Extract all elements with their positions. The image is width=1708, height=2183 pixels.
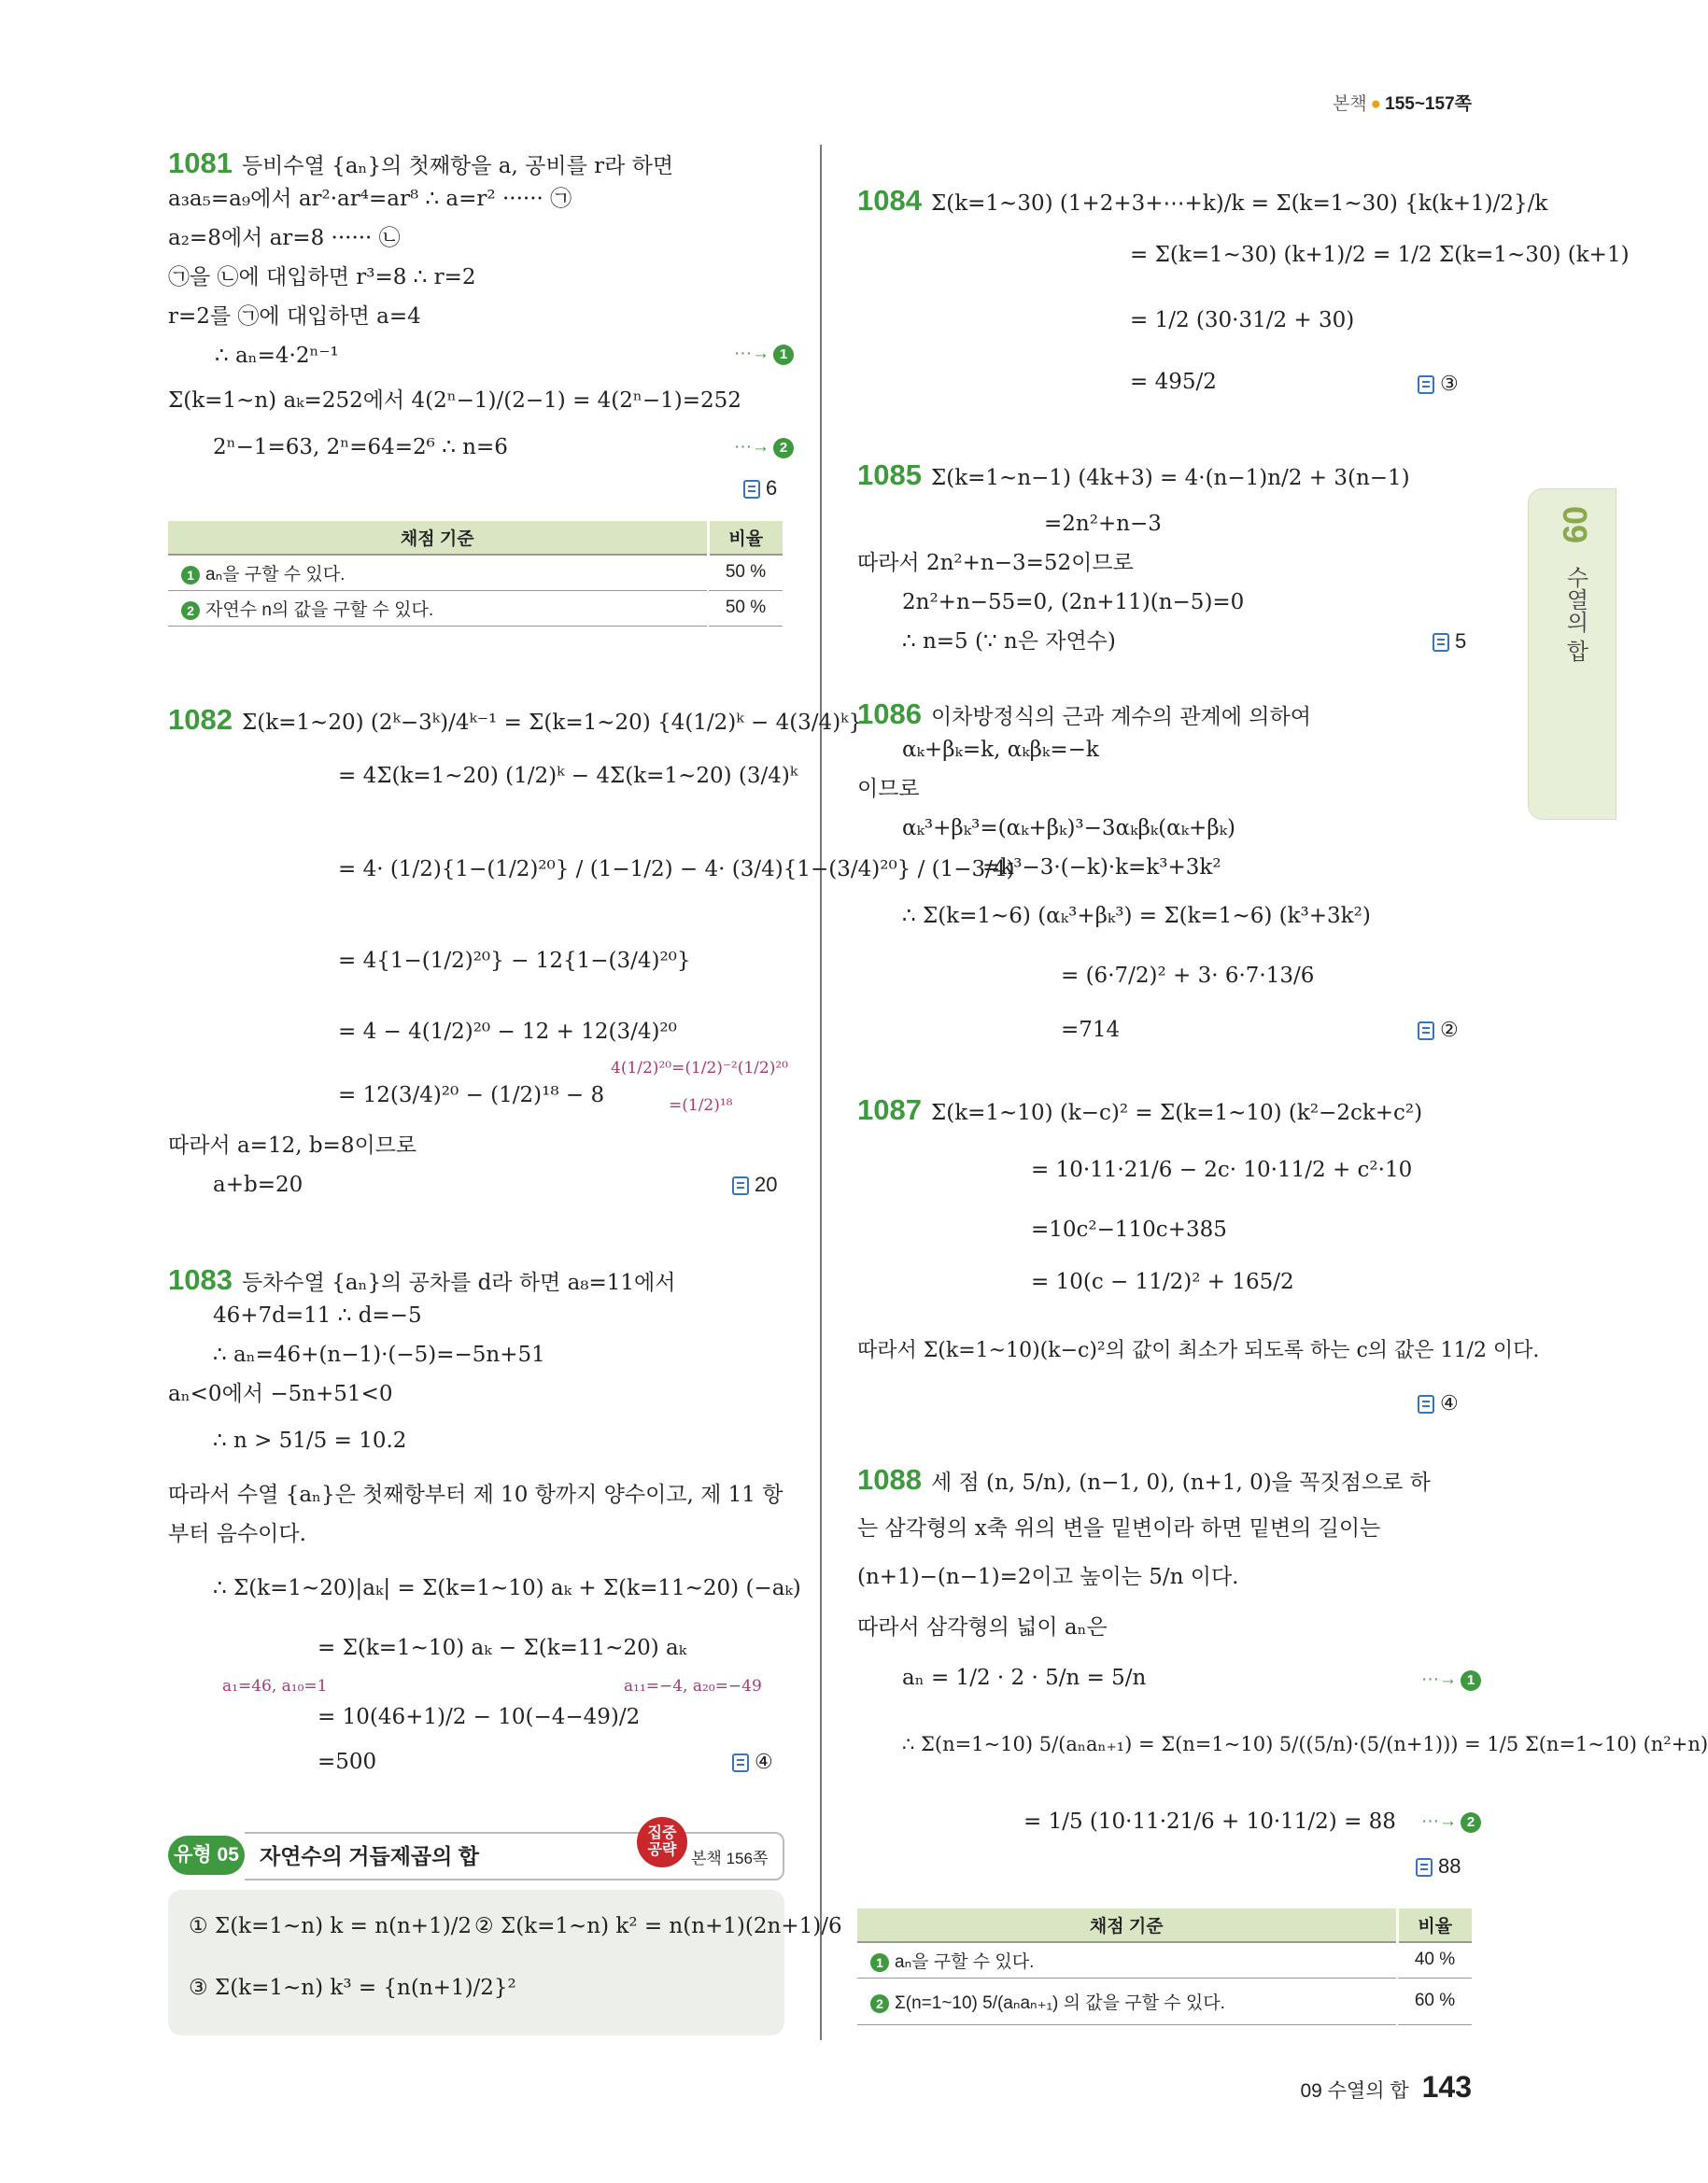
solution-line: = (6·7/2)² + 3· 6·7·13/6 <box>1061 964 1315 988</box>
type-badge: 유형 05 <box>168 1836 245 1875</box>
answer-icon <box>1416 1858 1433 1877</box>
grading-table-1 <box>168 521 783 627</box>
solution-line: ∴ n > 51/5 = 10.2 <box>213 1429 407 1453</box>
solution-line: Σ(k=1~10) (k−c)² = Σ(k=1~10) (k²−2ck+c²) <box>930 1101 1423 1125</box>
solution-line: 2n²+n−55=0, (2n+11)(n−5)=0 <box>902 590 1245 614</box>
type-title: 자연수의 거듭제곱의 합 <box>245 1832 784 1880</box>
problem-number: 1081 <box>168 147 233 179</box>
step-marker: ···→ 2 <box>1421 1811 1481 1833</box>
solution-line: = 4· (1/2){1−(1/2)²⁰} / (1−1/2) − 4· (3/4){1−(3/4)²⁰} / (1−3/4) <box>338 857 1015 881</box>
solution-line: =k³−3·(−k)·k=k³+3k² <box>982 855 1221 880</box>
problem-number: 1088 <box>857 1463 922 1496</box>
solution-line: 따라서 수열 {aₙ}은 첫째항부터 제 10 항까지 양수이고, 제 11 항 <box>168 1483 783 1507</box>
table-header: 비율 <box>1397 1908 1472 1942</box>
page-number: 143 <box>1421 2070 1472 2104</box>
problem-number: 1086 <box>857 697 922 730</box>
solution-line: ∴ Σ(n=1~10) 5/(aₙaₙ₊₁) = Σ(n=1~10) 5/((5/n)·(5/(n+1))) = 1/5 Σ(n=1~10) (n²+n) <box>902 1733 1708 1755</box>
formula-box <box>168 1890 842 2035</box>
solution-line: = 1/5 (10·11·21/6 + 10·11/2) = 88 <box>1023 1810 1396 1834</box>
solution-line: =714 <box>1061 1018 1121 1042</box>
table-row: 1 aₙ을 구할 수 있다. 50 % <box>168 555 783 590</box>
answer-icon <box>1418 1021 1434 1040</box>
answer-mark: 6 <box>743 476 777 500</box>
solution-line: 등차수열 {aₙ}의 공차를 d라 하면 a₈=11에서 <box>241 1271 676 1295</box>
answer-icon <box>1418 375 1434 394</box>
problem-1086 <box>857 697 1474 1051</box>
solution-line: ㉠을 ㉡에 대입하면 r³=8 ∴ r=2 <box>168 265 476 289</box>
table-row: 1 aₙ을 구할 수 있다. 40 % <box>857 1942 1472 1978</box>
solution-line: =500 <box>318 1750 377 1774</box>
annotation: a₁=46, a₁₀=1 <box>222 1677 328 1696</box>
solution-line: 따라서 Σ(k=1~10)(k−c)²의 값이 최소가 되도록 하는 c의 값은 11/2 이다. <box>857 1339 1540 1362</box>
solution-line: ∴ Σ(k=1~6) (αₖ³+βₖ³) = Σ(k=1~6) (k³+3k²) <box>902 904 1371 928</box>
solution-line: = Σ(k=1~10) aₖ − Σ(k=11~20) aₖ <box>318 1636 687 1660</box>
chapter-side-tab[interactable] <box>1528 488 1616 820</box>
solution-line: 46+7d=11 ∴ d=−5 <box>213 1303 422 1328</box>
annotation: a₁₁=−4, a₂₀=−49 <box>624 1677 762 1696</box>
answer-icon <box>732 1753 749 1772</box>
solution-line: =2n²+n−3 <box>1044 512 1162 536</box>
solution-line: 세 점 (n, 5/n), (n−1, 0), (n+1, 0)을 꼭짓점으로 하 <box>930 1471 1431 1495</box>
problem-number: 1085 <box>857 458 922 491</box>
answer-mark: ② <box>1418 1018 1459 1042</box>
solution-line: 2ⁿ−1=63, 2ⁿ=64=2⁶ ∴ n=6 <box>213 435 508 459</box>
table-row: 2 자연수 n의 값을 구할 수 있다. 50 % <box>168 590 783 626</box>
step-marker: ···→ 2 <box>734 437 794 458</box>
answer-mark: ③ <box>1418 372 1459 396</box>
answer-mark: ④ <box>732 1750 773 1774</box>
solution-line: 이므로 <box>857 777 920 801</box>
solution-line: a₂=8에서 ar=8 ······ ㉡ <box>168 226 401 250</box>
solution-line: = 4Σ(k=1~20) (1/2)ᵏ − 4Σ(k=1~20) (3/4)ᵏ <box>338 764 798 788</box>
solution-line: 따라서 2n²+n−3=52이므로 <box>857 551 1134 575</box>
problem-1085 <box>857 458 1474 663</box>
table-header: 비율 <box>708 521 783 555</box>
answer-icon <box>1418 1395 1434 1414</box>
solution-line: = 495/2 <box>1130 370 1217 394</box>
answer-mark: 88 <box>1416 1854 1461 1879</box>
problem-1084 <box>857 183 1630 416</box>
solution-line: ∴ aₙ=46+(n−1)·(−5)=−5n+51 <box>213 1343 545 1367</box>
solution-line: = 1/2 (30·31/2 + 30) <box>1130 308 1355 332</box>
solution-line: ∴ n=5 (∵ n은 자연수) <box>902 629 1116 654</box>
solution-line: = 10·11·21/6 − 2c· 10·11/2 + c²·10 <box>1031 1158 1413 1182</box>
solution-line: 는 삼각형의 x축 위의 변을 밑변이라 하면 밑변의 길이는 <box>857 1516 1381 1541</box>
solution-line: aₙ = 1/2 · 2 · 5/n = 5/n <box>902 1666 1147 1690</box>
step-marker: ···→ 1 <box>734 344 794 365</box>
grading-table-2 <box>857 1908 1472 2025</box>
footer-chapter: 09 수열의 합 <box>1300 2080 1409 2102</box>
problem-number: 1087 <box>857 1093 922 1126</box>
book-reference: 본책 156쪽 <box>691 1850 769 1867</box>
answer-icon <box>743 480 760 499</box>
solution-line: (n+1)−(n−1)=2이고 높이는 5/n 이다. <box>857 1565 1239 1589</box>
table-row: 2 Σ(n=1~10) 5/(aₙaₙ₊₁) 의 값을 구할 수 있다. 60 % <box>857 1978 1472 2024</box>
solution-line: Σ(k=1~30) (1+2+3+⋯+k)/k = Σ(k=1~30) {k(k+1)/2}/k <box>930 191 1548 216</box>
bullet-icon: ● <box>1370 94 1382 114</box>
problem-1083 <box>168 1262 801 1776</box>
solution-line: = 10(c − 11/2)² + 165/2 <box>1031 1270 1294 1294</box>
focus-badge: 집중 공략 <box>637 1817 687 1867</box>
solution-line: αₖ³+βₖ³=(αₖ+βₖ)³−3αₖβₖ(αₖ+βₖ) <box>902 816 1235 840</box>
chapter-number: 09 <box>1556 506 1594 544</box>
chapter-title: 수열의 합 <box>1562 566 1588 662</box>
solution-line: 등비수열 {aₙ}의 첫째항을 a, 공비를 r라 하면 <box>241 154 674 178</box>
solution-line: 따라서 a=12, b=8이므로 <box>168 1134 417 1158</box>
answer-mark: 20 <box>732 1173 777 1197</box>
answer-mark: ④ <box>1418 1391 1459 1415</box>
problem-1088 <box>857 1462 1708 1892</box>
formula: ① Σ(k=1~n) k = n(n+1)/2 <box>189 1914 473 1938</box>
table-header: 채점 기준 <box>168 521 708 555</box>
solution-line: = 10(46+1)/2 − 10(−4−49)/2 <box>318 1705 641 1729</box>
solution-line: 이차방정식의 근과 계수의 관계에 의하여 <box>930 705 1311 729</box>
problem-1087 <box>857 1092 1540 1419</box>
page-footer <box>1300 2070 1472 2105</box>
page-header <box>1333 90 1472 115</box>
annotation: =(1/2)¹⁸ <box>669 1096 733 1115</box>
problem-number: 1084 <box>857 184 922 217</box>
type-05-box <box>168 1825 842 2035</box>
solution-line: ∴ aₙ=4·2ⁿ⁻¹ <box>215 344 339 368</box>
solution-line: = 4{1−(1/2)²⁰} − 12{1−(3/4)²⁰} <box>338 949 691 973</box>
answer-mark: 5 <box>1433 629 1466 654</box>
solution-line: = 12(3/4)²⁰ − (1/2)¹⁸ − 8 <box>338 1083 605 1107</box>
solution-line: 따라서 삼각형의 넓이 aₙ은 <box>857 1615 1108 1640</box>
solution-line: =10c²−110c+385 <box>1031 1218 1227 1242</box>
solution-line: Σ(k=1~n) aₖ=252에서 4(2ⁿ−1)/(2−1) = 4(2ⁿ−1)=252 <box>168 388 741 413</box>
solution-line: Σ(k=1~n−1) (4k+3) = 4·(n−1)n/2 + 3(n−1) <box>930 466 1410 490</box>
solution-line: 부터 음수이다. <box>168 1522 306 1546</box>
formula: ② Σ(k=1~n) k² = n(n+1)(2n+1)/6 <box>474 1914 842 1938</box>
solution-line: aₙ<0에서 −5n+51<0 <box>168 1382 393 1406</box>
solution-line: ∴ Σ(k=1~20)|aₖ| = Σ(k=1~10) aₖ + Σ(k=11~20) (−aₖ) <box>213 1576 801 1600</box>
table-header: 채점 기준 <box>857 1908 1397 1942</box>
header-pages: 155~157쪽 <box>1385 94 1472 114</box>
solution-line: = 4 − 4(1/2)²⁰ − 12 + 12(3/4)²⁰ <box>338 1020 677 1044</box>
header-book: 본책 <box>1332 94 1367 114</box>
solution-line: Σ(k=1~20) (2ᵏ−3ᵏ)/4ᵏ⁻¹ = Σ(k=1~20) {4(1/2)ᵏ − 4(3/4)ᵏ} <box>241 711 863 735</box>
step-marker: ···→ 1 <box>1421 1669 1481 1691</box>
problem-number: 1083 <box>168 1263 233 1296</box>
problem-number: 1082 <box>168 703 233 736</box>
column-divider <box>820 145 822 2040</box>
answer-icon <box>732 1176 749 1195</box>
annotation: 4(1/2)²⁰=(1/2)⁻²(1/2)²⁰ <box>611 1059 788 1077</box>
formula: ③ Σ(k=1~n) k³ = {n(n+1)/2}² <box>189 1976 516 2000</box>
solution-line: a+b=20 <box>213 1173 303 1197</box>
solution-line: αₖ+βₖ=k, αₖβₖ=−k <box>902 738 1099 762</box>
solution-line: = Σ(k=1~30) (k+1)/2 = 1/2 Σ(k=1~30) (k+1) <box>1130 243 1630 267</box>
problem-1081 <box>168 146 788 510</box>
solution-line: r=2를 ㉠에 대입하면 a=4 <box>168 304 421 329</box>
answer-icon <box>1433 633 1449 652</box>
solution-line: a₃a₅=a₉에서 ar²·ar⁴=ar⁸ ∴ a=r² ······ ㉠ <box>168 187 572 211</box>
